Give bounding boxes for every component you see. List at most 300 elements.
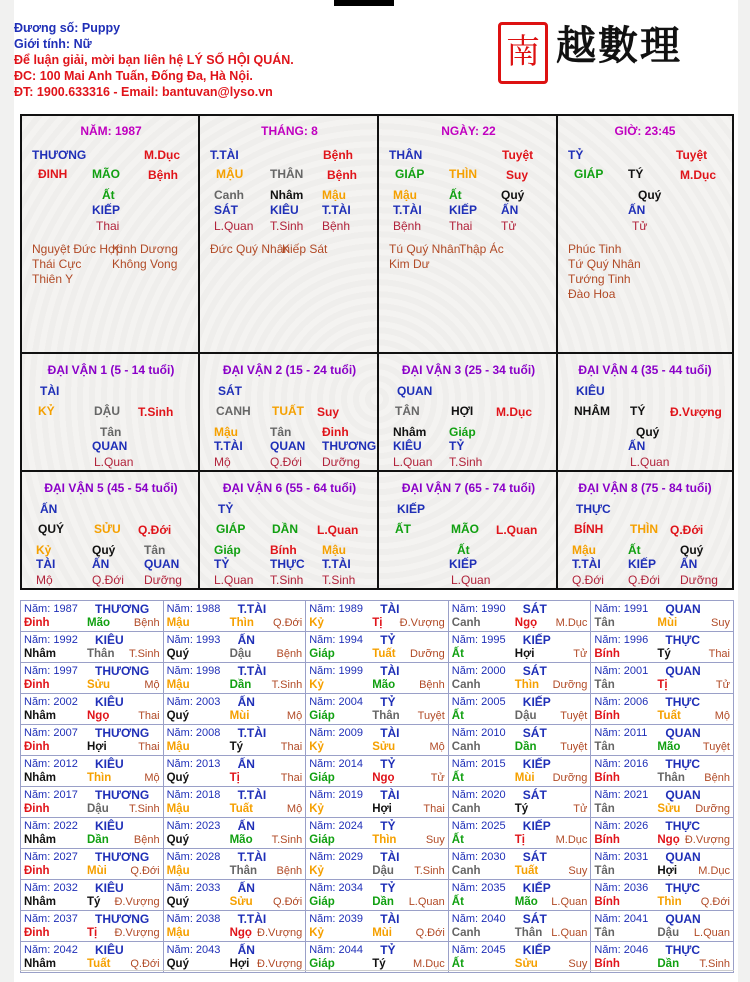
year-ten-god: SÁT — [522, 602, 547, 616]
dai-van-ten-god: SÁT — [218, 384, 242, 398]
year-cell — [448, 818, 591, 849]
year-branch: Thìn — [229, 617, 254, 629]
hidden-stem: Tân — [144, 543, 166, 557]
dai-van-title: ĐẠI VẬN 1 (5 - 14 tuổi) — [47, 363, 175, 377]
pillar-stem: GIÁP — [574, 167, 604, 181]
hidden-ten-god: T.TÀI — [572, 557, 601, 571]
hidden-state: L.Quan — [393, 455, 433, 469]
year-cell — [163, 787, 306, 818]
year-ten-god: THƯƠNG — [95, 788, 150, 802]
hidden-state: Q.Đới — [572, 573, 604, 587]
year-state: Dưỡng — [552, 772, 588, 784]
special-star: Nguyệt Đức Hợp — [32, 242, 123, 256]
year-label: Năm: 1990 — [451, 603, 506, 615]
year-stem: Canh — [451, 679, 481, 691]
hidden-stem: Giáp — [449, 425, 476, 439]
year-stem: Kỷ — [309, 679, 324, 691]
hidden-state: T.Sinh — [270, 219, 304, 233]
hidden-ten-god: QUAN — [144, 557, 180, 571]
year-cell — [448, 756, 591, 787]
pillar-title: GIỜ: 23:45 — [614, 124, 676, 138]
hidden-ten-god: ẤN — [501, 203, 519, 217]
year-ten-god: ẤN — [237, 757, 255, 771]
year-ten-god: THƯƠNG — [95, 912, 150, 926]
year-label: Năm: 2024 — [309, 820, 363, 832]
year-branch: Hợi — [514, 648, 535, 660]
year-state: Tử — [430, 772, 445, 784]
hidden-ten-god: ẤN — [92, 557, 110, 571]
pillar-ten-god: TỶ — [568, 148, 584, 162]
pillar-branch: TÝ — [628, 167, 644, 181]
year-ten-god: T.TÀI — [237, 726, 267, 740]
year-branch: Thân — [514, 927, 543, 939]
year-ten-god: TÀI — [380, 602, 400, 616]
year-cell — [163, 849, 306, 880]
dai-van-title: ĐẠI VẬN 6 (55 - 64 tuổi) — [222, 481, 357, 495]
year-cell — [163, 818, 306, 849]
year-branch: Sửu — [372, 741, 396, 753]
year-cell — [21, 787, 164, 818]
special-star: Đức Quý Nhân — [210, 242, 291, 256]
year-stem: Tân — [594, 927, 615, 939]
dai-van-stem: ẤT — [395, 522, 411, 536]
year-label: Năm: 1992 — [24, 634, 78, 646]
year-state: Tử — [715, 679, 730, 691]
dai-van-ten-god: KIÊU — [576, 384, 605, 398]
year-ten-god: SÁT — [522, 850, 547, 864]
year-state: Q.Đới — [415, 927, 445, 939]
year-stem: Tân — [594, 617, 615, 629]
year-branch: Tị — [514, 834, 526, 846]
year-ten-god: TÀI — [380, 726, 400, 740]
year-branch: Thìn — [372, 834, 397, 846]
year-state: T.Sinh — [129, 803, 160, 815]
dai-van-state: T.Sinh — [138, 405, 174, 419]
dai-van-ten-god: ẤN — [40, 502, 58, 516]
year-row — [21, 632, 734, 663]
dai-van-stem: BÍNH — [574, 522, 604, 536]
year-branch: Dần — [657, 958, 680, 970]
hidden-stem: Mậu — [214, 425, 238, 439]
hidden-state: Thai — [96, 219, 120, 233]
year-ten-god: SÁT — [522, 664, 547, 678]
year-stem: Kỷ — [309, 865, 324, 877]
hidden-stem: Nhâm — [393, 425, 427, 439]
year-label: Năm: 2011 — [594, 727, 648, 739]
hidden-ten-god: TÀI — [36, 557, 56, 571]
pillar-ten-god: T.TÀI — [210, 148, 239, 162]
year-ten-god: ẤN — [237, 881, 255, 895]
pillar-ten-god-state: Tuyệt — [502, 148, 534, 162]
special-star: Đào Hoa — [568, 287, 616, 301]
year-state: Tử — [573, 803, 588, 815]
year-label: Năm: 2044 — [309, 944, 363, 956]
year-stem: Kỷ — [309, 741, 324, 753]
year-state: Mộ — [286, 803, 303, 815]
year-label: Năm: 2001 — [594, 665, 649, 677]
year-cell — [448, 787, 591, 818]
year-state: Bệnh — [276, 865, 303, 877]
year-stem: Canh — [451, 865, 481, 877]
year-stem: Đinh — [24, 927, 50, 939]
year-label: Năm: 2014 — [309, 758, 363, 770]
year-stem: Quý — [166, 834, 189, 846]
year-state: Thai — [138, 710, 160, 722]
dai-van-branch: DẬU — [94, 404, 120, 418]
year-state: Tử — [573, 648, 588, 660]
special-star: Phúc Tinh — [568, 242, 622, 256]
year-state: Mộ — [714, 710, 730, 722]
year-cell — [591, 663, 734, 694]
hidden-stem: Quý — [680, 543, 704, 557]
hidden-ten-god: KIẾP — [449, 203, 478, 217]
pillar-state: M.Dục — [680, 168, 716, 182]
year-cell — [591, 849, 734, 880]
year-label: Năm: 2022 — [24, 820, 78, 832]
year-stem: Kỷ — [309, 803, 324, 815]
year-ten-god: KIÊU — [95, 695, 124, 709]
year-branch: Thân — [372, 710, 400, 722]
dai-van-title: ĐẠI VẬN 5 (45 - 54 tuổi) — [44, 481, 178, 495]
year-ten-god: THỰC — [665, 633, 700, 647]
hidden-state: Thai — [449, 219, 473, 233]
year-cell — [591, 818, 734, 849]
year-label: Năm: 2010 — [451, 727, 506, 739]
year-state: Suy — [568, 865, 588, 877]
dai-van-cell — [558, 472, 732, 590]
dai-van-title: ĐẠI VẬN 4 (35 - 44 tuổi) — [578, 363, 712, 377]
year-label: Năm: 2029 — [309, 851, 363, 863]
hidden-stem: Kỷ — [36, 543, 52, 557]
hidden-stem: Quý — [638, 188, 662, 202]
year-label: Năm: 2027 — [24, 851, 78, 863]
year-state: Mộ — [144, 772, 160, 784]
year-cell — [21, 880, 164, 911]
year-branch: Tý — [372, 958, 386, 970]
year-stem: Kỷ — [309, 927, 324, 939]
hidden-state: Mộ — [214, 455, 231, 469]
dai-van-title: ĐẠI VẬN 3 (25 - 34 tuổi) — [401, 363, 536, 377]
year-ten-god: THỰC — [665, 943, 700, 957]
year-ten-god: KIẾP — [522, 943, 551, 957]
year-ten-god: THƯƠNG — [95, 602, 150, 616]
year-state: Đ.Vượng — [257, 927, 303, 939]
hidden-state: Mộ — [36, 573, 53, 587]
hidden-stem: Ất — [449, 188, 462, 202]
year-cell — [591, 942, 734, 973]
header-info — [14, 20, 294, 100]
year-branch: Sửu — [657, 803, 681, 815]
year-ten-god: TỶ — [380, 695, 396, 709]
year-stem: Mậu — [166, 927, 190, 939]
year-stem: Ất — [451, 896, 464, 908]
pillar-ten-god-state: Bệnh — [323, 148, 353, 162]
hidden-state: L.Quan — [630, 455, 670, 469]
year-label: Năm: 1997 — [24, 665, 78, 677]
year-label: Năm: 2033 — [166, 882, 221, 894]
hidden-state: Dưỡng — [144, 573, 182, 587]
dai-van-state: L.Quan — [496, 523, 538, 537]
hidden-state: Q.Đới — [92, 573, 124, 587]
year-cell — [591, 632, 734, 663]
special-star: Thập Ác — [459, 242, 504, 256]
year-branch: Dậu — [514, 710, 537, 722]
pillar-stem: GIÁP — [395, 167, 425, 181]
special-star: Không Vong — [112, 257, 178, 271]
year-row — [21, 787, 734, 818]
year-stem: Nhâm — [24, 710, 56, 722]
year-ten-god: QUAN — [665, 912, 701, 926]
hidden-ten-god: QUAN — [270, 439, 306, 453]
dai-van-ten-god: TÀI — [40, 384, 60, 398]
year-state: L.Quan — [551, 896, 588, 908]
hidden-stem: Ất — [102, 188, 115, 202]
dai-van-state: L.Quan — [317, 523, 359, 537]
year-label: Năm: 1995 — [451, 634, 506, 646]
year-stem: Bính — [594, 834, 620, 846]
year-state: T.Sinh — [271, 679, 303, 691]
brand-logo: 越數理 — [556, 22, 682, 69]
annual-luck-table — [20, 600, 734, 973]
year-branch: Thìn — [514, 679, 540, 691]
hidden-state: T.Sinh — [449, 455, 483, 469]
hidden-ten-god: THƯƠNG — [322, 439, 377, 453]
year-branch: Mùi — [229, 710, 250, 722]
special-star: Tú Quý Nhân — [389, 242, 461, 256]
contact-invite: Để luận giải, mời bạn liên hệ LÝ SỐ HỘI QUÁN. — [14, 53, 294, 67]
year-branch: Tị — [657, 679, 668, 691]
year-label: Năm: 2025 — [451, 820, 506, 832]
dai-van-cell — [379, 472, 558, 590]
year-ten-god: KIẾP — [522, 633, 551, 647]
hidden-state: L.Quan — [214, 219, 254, 233]
year-ten-god: TỶ — [380, 881, 396, 895]
year-label: Năm: 2023 — [166, 820, 221, 832]
year-stem: Canh — [451, 741, 481, 753]
year-state: Mộ — [144, 679, 160, 691]
year-stem: Ất — [451, 648, 464, 660]
year-label: Năm: 2017 — [24, 789, 78, 801]
year-ten-god: THƯƠNG — [95, 726, 150, 740]
hidden-stem: Mậu — [572, 543, 596, 557]
year-label: Năm: 2046 — [594, 944, 649, 956]
year-ten-god: TÀI — [380, 912, 400, 926]
year-branch: Mão — [372, 679, 396, 691]
special-star: Kim Dư — [389, 257, 430, 271]
year-ten-god: ẤN — [237, 819, 255, 833]
year-branch: Ngọ — [87, 710, 110, 722]
year-row — [21, 849, 734, 880]
year-cell — [163, 880, 306, 911]
year-cell — [163, 756, 306, 787]
year-row — [21, 911, 734, 942]
pillar-cell — [558, 116, 732, 354]
year-stem: Bính — [594, 772, 620, 784]
year-state: Dưỡng — [410, 648, 445, 660]
pillar-cell — [22, 116, 200, 354]
year-stem: Mậu — [166, 803, 190, 815]
year-label: Năm: 1993 — [166, 634, 221, 646]
year-branch: Thìn — [657, 896, 682, 908]
year-branch: Dần — [514, 741, 537, 753]
year-branch: Dần — [229, 679, 252, 691]
year-stem: Bính — [594, 710, 620, 722]
year-ten-god: T.TÀI — [237, 664, 267, 678]
year-state: Đ.Vượng — [114, 896, 160, 908]
year-cell — [448, 911, 591, 942]
hidden-ten-god: KIẾP — [449, 557, 478, 571]
hidden-stem: Bính — [270, 543, 297, 557]
year-ten-god: TỶ — [380, 943, 396, 957]
hidden-stem: Quý — [636, 425, 660, 439]
year-branch: Thân — [657, 772, 685, 784]
pillar-ten-god-state: Tuyệt — [676, 148, 708, 162]
hidden-ten-god: QUAN — [92, 439, 128, 453]
year-cell — [21, 849, 164, 880]
year-ten-god: SÁT — [522, 912, 547, 926]
pillar-state: Bệnh — [148, 168, 178, 182]
year-branch: Dậu — [657, 927, 680, 939]
year-branch: Hợi — [229, 958, 250, 970]
pillar-cell — [200, 116, 379, 354]
year-label: Năm: 1987 — [24, 603, 78, 615]
year-cell — [306, 880, 449, 911]
year-branch: Mão — [514, 896, 538, 908]
year-row — [21, 818, 734, 849]
year-cell — [591, 880, 734, 911]
year-label: Năm: 1999 — [309, 665, 363, 677]
year-stem: Giáp — [309, 772, 335, 784]
year-state: Suy — [568, 958, 588, 970]
hidden-stem: Nhâm — [270, 188, 304, 202]
year-stem: Ất — [451, 834, 464, 846]
year-label: Năm: 2000 — [451, 665, 506, 677]
pillar-state: Suy — [506, 168, 529, 182]
hidden-state: T.Sinh — [322, 573, 356, 587]
year-state: Bệnh — [276, 648, 303, 660]
year-stem: Đinh — [24, 741, 50, 753]
year-cell — [591, 601, 734, 632]
dai-van-branch: SỬU — [94, 522, 121, 536]
year-branch: Mão — [657, 741, 681, 753]
year-ten-god: THỰC — [665, 695, 700, 709]
year-label: Năm: 2036 — [594, 882, 649, 894]
year-ten-god: KIẾP — [522, 881, 551, 895]
year-cell — [21, 632, 164, 663]
hidden-stem: Ất — [628, 543, 641, 557]
dai-van-title: ĐẠI VẬN 7 (65 - 74 tuổi) — [401, 481, 536, 495]
year-stem: Đinh — [24, 617, 50, 629]
dai-van-ten-god: TỶ — [218, 502, 234, 516]
year-branch: Sửu — [229, 896, 253, 908]
address: ĐC: 100 Mai Anh Tuấn, Đống Đa, Hà Nội. — [14, 69, 253, 83]
year-cell — [591, 725, 734, 756]
dai-van-cell — [22, 354, 200, 472]
dai-van-cell — [200, 472, 379, 590]
year-cell — [163, 663, 306, 694]
year-state: Q.Đới — [130, 958, 160, 970]
year-state: Bệnh — [704, 772, 730, 784]
year-branch: Hợi — [372, 803, 392, 815]
year-state: Bệnh — [419, 679, 445, 691]
year-branch: Dậu — [87, 803, 109, 815]
year-branch: Ngọ — [372, 772, 395, 784]
year-stem: Ất — [451, 958, 464, 970]
year-cell — [591, 911, 734, 942]
year-branch: Hợi — [87, 741, 107, 753]
special-star: Thái Cực — [32, 257, 82, 271]
year-ten-god: KIẾP — [522, 819, 551, 833]
year-cell — [163, 942, 306, 973]
year-label: Năm: 2021 — [594, 789, 649, 801]
hidden-ten-god: T.TÀI — [322, 557, 351, 571]
year-row — [21, 694, 734, 725]
pillar-stem: MẬU — [216, 167, 244, 181]
year-cell — [21, 601, 164, 632]
year-ten-god: KIẾP — [522, 695, 551, 709]
year-stem: Mậu — [166, 741, 190, 753]
year-label: Năm: 2003 — [166, 696, 221, 708]
hidden-ten-god: T.TÀI — [393, 203, 422, 217]
year-stem: Canh — [451, 617, 481, 629]
year-branch: Mùi — [372, 927, 392, 939]
year-label: Năm: 2013 — [166, 758, 221, 770]
year-cell — [591, 756, 734, 787]
special-star: Tứ Quý Nhân — [568, 257, 641, 271]
year-ten-god: TÀI — [380, 850, 400, 864]
year-cell — [306, 663, 449, 694]
year-branch: Thân — [87, 648, 115, 660]
year-state: Tuyệt — [702, 741, 730, 753]
pillar-ten-god-state: M.Dục — [144, 148, 180, 162]
year-ten-god: KIÊU — [95, 819, 124, 833]
year-branch: Dậu — [372, 865, 394, 877]
year-stem: Giáp — [309, 896, 335, 908]
year-state: Mộ — [429, 741, 445, 753]
pillar-branch: MÃO — [92, 167, 120, 181]
year-stem: Tân — [594, 803, 615, 815]
year-cell — [448, 694, 591, 725]
year-stem: Canh — [451, 927, 481, 939]
year-stem: Mậu — [166, 617, 190, 629]
year-label: Năm: 2012 — [24, 758, 78, 770]
top-mark — [334, 0, 394, 6]
year-cell — [306, 725, 449, 756]
year-state: Tuyệt — [560, 710, 588, 722]
pillar-ten-god: THÂN — [389, 148, 423, 162]
pillar-title: THÁNG: 8 — [261, 124, 318, 138]
year-cell — [21, 663, 164, 694]
year-cell — [163, 632, 306, 663]
year-row — [21, 663, 734, 694]
year-branch: Mão — [87, 617, 110, 629]
hidden-stem: Quý — [92, 543, 116, 557]
year-state: Thai — [423, 803, 445, 815]
dai-van-state: Suy — [317, 405, 340, 419]
hidden-ten-god: ẤN — [628, 203, 646, 217]
year-state: Đ.Vượng — [257, 958, 303, 970]
year-label: Năm: 2034 — [309, 882, 363, 894]
year-label: Năm: 2002 — [24, 696, 78, 708]
hidden-state: Dưỡng — [322, 455, 360, 469]
year-label: Năm: 2035 — [451, 882, 506, 894]
hidden-ten-god: SÁT — [214, 203, 238, 217]
year-stem: Giáp — [309, 710, 335, 722]
hidden-ten-god: KIÊU — [393, 439, 422, 453]
year-branch: Ngọ — [514, 617, 538, 629]
hidden-ten-god: ẤN — [628, 439, 646, 453]
hidden-stem: Mậu — [322, 188, 346, 202]
